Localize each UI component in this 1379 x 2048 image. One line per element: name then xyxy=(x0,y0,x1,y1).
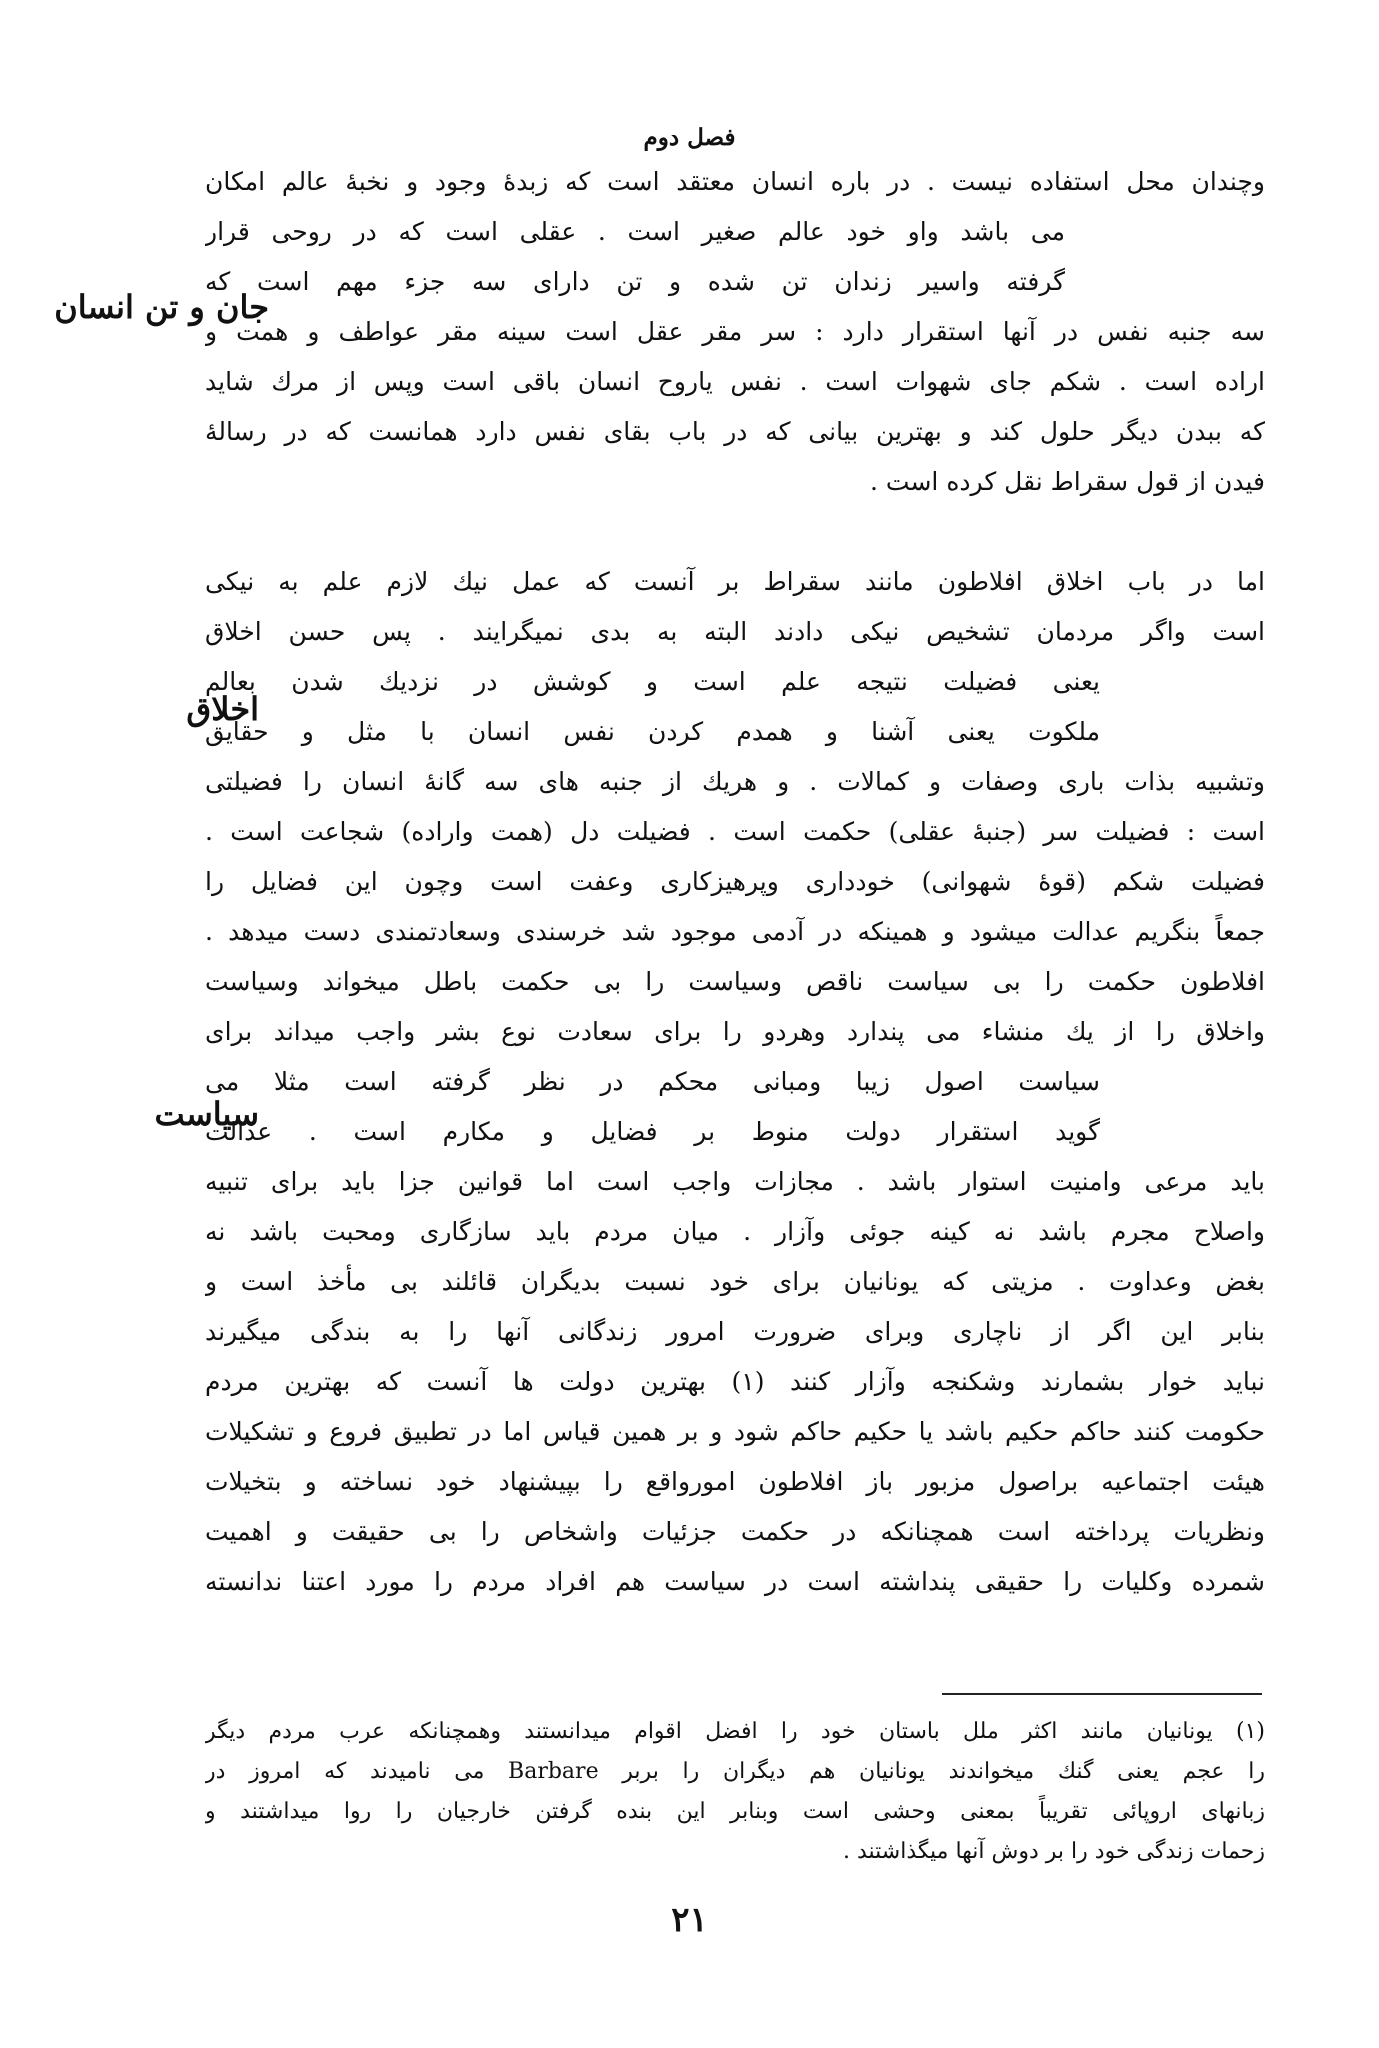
paragraph-ethics xyxy=(205,557,1265,957)
text-line: شمرده وکلیات را حقیقی پنداشته است در سیاست هم افراد مردم را مورد اعتنا ندانسته xyxy=(205,1567,1265,1596)
text-line: افلاطون حکمت را بی سیاست ناقص وسیاست را بی حکمت باطل میخواند وسیاست xyxy=(205,967,1265,996)
footnote-line: را عجم یعنی گنك میخواندند یونانیان هم دیگران را بربر Barbare می نامیدند که امروز در xyxy=(205,1759,1265,1784)
text-line: ملکوت یعنی آشنا و همدم کردن نفس انسان با مثل و حقایق xyxy=(205,717,1100,746)
text-line: فضیلت شکم (قوهٔ شهوانی) خودداری وپرهیزکاری وعفت است وچون این فضایل را xyxy=(205,867,1265,896)
paragraph-politics xyxy=(205,957,1265,1607)
text-line: فیدن از قول سقراط نقل کرده است . xyxy=(870,467,1265,496)
text-line: یعنی فضیلت نتیجه علم است و کوشش در نزدیك شدن بعالم xyxy=(205,667,1100,696)
text-line: بغض وعداوت . مزیتی که یونانیان برای خود نسبت بدیگران قائلند بی مأخذ است و xyxy=(205,1267,1265,1296)
chapter-title: فصل دوم xyxy=(643,124,736,151)
footnotes xyxy=(205,1712,1265,1872)
footnote-divider xyxy=(942,1693,1262,1695)
text-line: سه جنبه نفس در آنها استقرار دارد : سر مقر عقل است سینه مقر عواطف و همت و xyxy=(205,317,1265,346)
text-line: جمعاً بنگریم عدالت میشود و همینکه در آدمی موجود شد خرسندی وسعادتمندی دست میدهد . xyxy=(205,917,1265,946)
paragraph-soul-body xyxy=(205,157,1265,507)
text-line: گرفته واسیر زندان تن شده و تن دارای سه جزء مهم است که xyxy=(205,267,1065,296)
text-line: اما در باب اخلاق افلاطون مانند سقراط بر آنست که عمل نیك لازم علم به نیکی xyxy=(205,567,1265,596)
text-line: اراده است . شکم جای شهوات است . نفس یاروح انسان باقی است وپس از مرك شاید xyxy=(205,367,1265,396)
text-line: ونظریات پرداخته است همچنانکه در حکمت جزئیات واشخاص را بی حقیقت و اهمیت xyxy=(205,1517,1265,1546)
text-line: است واگر مردمان تشخیص نیکی دادند البته به بدی نمیگرایند . پس حسن اخلاق xyxy=(205,617,1265,646)
text-line: سیاست اصول زیبا ومبانی محکم در نظر گرفته است مثلا می xyxy=(205,1067,1100,1096)
page-number: ۲۱ xyxy=(671,1900,708,1940)
text-line: است : فضیلت سر (جنبهٔ عقلی) حکمت است . فضیلت دل (همت واراده) شجاعت است . xyxy=(205,817,1265,846)
text-line: می باشد واو خود عالم صغیر است . عقلی است که در روحی قرار xyxy=(205,217,1065,246)
text-line: وچندان محل استفاده نیست . در باره انسان معتقد است که زبدهٔ وجود و نخبهٔ عالم امکان xyxy=(205,167,1265,196)
text-line: واصلاح مجرم باشد نه کینه جوئی وآزار . میان مردم باید سازگاری ومحبت باشد نه xyxy=(205,1217,1265,1246)
text-line: واخلاق را از یك منشاء می پندارد وهردو را برای سعادت نوع بشر واجب میداند برای xyxy=(205,1017,1265,1046)
text-line: که ببدن دیگر حلول کند و بهترین بیانی که در باب بقای نفس دارد همانست که در رسالهٔ xyxy=(205,417,1265,446)
text-line: وتشبیه بذات باری وصفات و کمالات . و هریك از جنبه های سه گانهٔ انسان را فضیلتی xyxy=(205,767,1265,796)
footnote-line: زبانهای اروپائی تقریباً بمعنی وحشی است وبنابر این بنده گرفتن خارجیان را روا میداشتند و xyxy=(205,1799,1265,1824)
margin-heading-ethics: اخلاق xyxy=(186,690,259,728)
text-line: حکومت کنند حاکم حکیم باشد یا حکیم حاکم شود و بر همین قیاس اما در تطبیق فروع و تشکیلات xyxy=(205,1417,1265,1446)
footnote-line: (۱) یونانیان مانند اکثر ملل باستان خود را افضل اقوام میدانستند وهمچنانکه عرب مردم دیگر xyxy=(205,1719,1265,1744)
margin-heading-soul-body: جان و تن انسان xyxy=(54,288,269,326)
text-line: گوید استقرار دولت منوط بر فضایل و مکارم است . عدالت xyxy=(205,1117,1100,1146)
text-line: باید مرعی وامنیت استوار باشد . مجازات واجب است اما قوانین جزا باید برای تنبیه xyxy=(205,1167,1265,1196)
text-line: هیئت اجتماعیه براصول مزبور باز افلاطون امورواقع را بپیشنهاد خود نساخته و بتخیلات xyxy=(205,1467,1265,1496)
text-line: بنابر این اگر از ناچاری وبرای ضرورت امرور زندگانی آنها را به بندگی میگیرند xyxy=(205,1317,1265,1346)
text-line: نباید خوار بشمارند وشکنجه وآزار کنند (۱) بهترین دولت ها آنست که بهترین مردم xyxy=(205,1367,1265,1396)
footnote-line: زحمات زندگی خود را بر دوش آنها میگذاشتند . xyxy=(842,1839,1265,1864)
margin-heading-politics: سیاست xyxy=(154,1095,259,1133)
